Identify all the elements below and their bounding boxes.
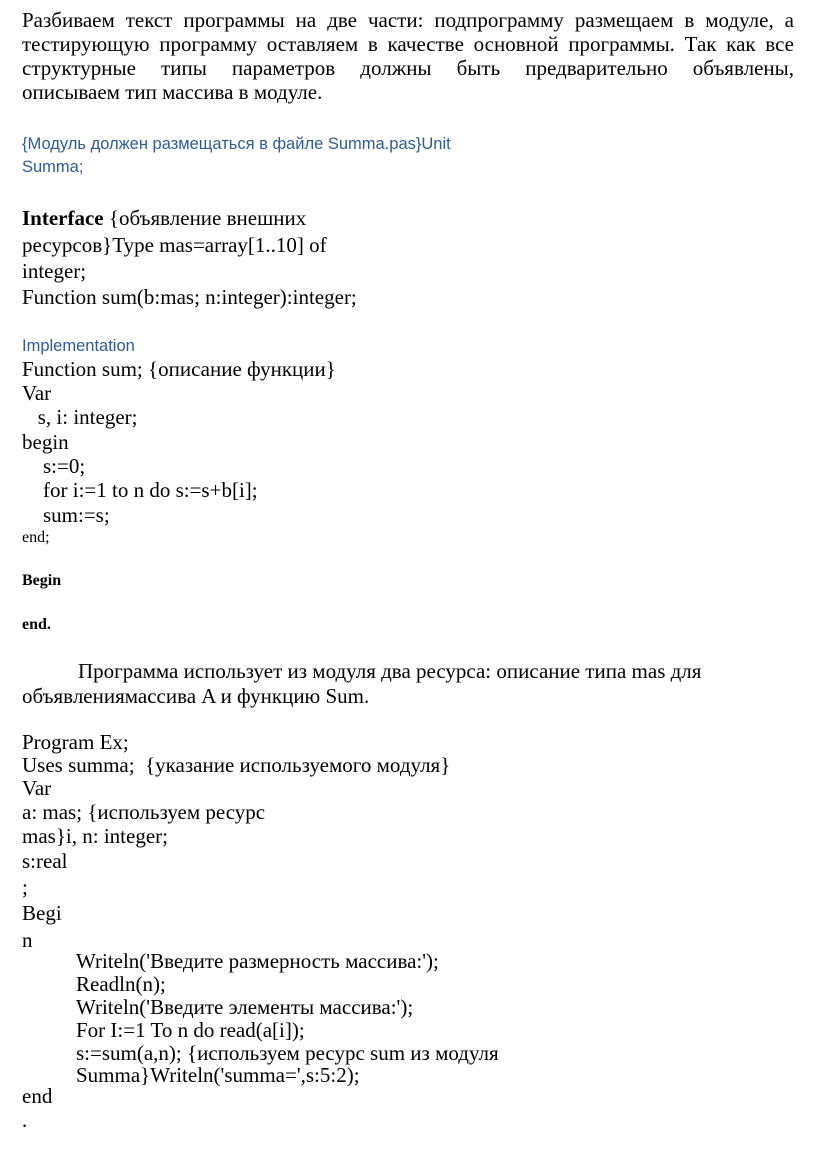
- intro-line: описываем тип массива в модуле.: [22, 80, 323, 104]
- module-comment-line: {Модуль должен размещаться в файле Summa.pas}Unit: [22, 135, 451, 153]
- program-line: a: mas; {используем ресурс: [22, 800, 266, 824]
- module-begin: Begin: [22, 572, 62, 589]
- program-line: For I:=1 To n do read(a[i]);: [76, 1018, 305, 1042]
- program-line: Writeln('Введите элементы массива:');: [76, 995, 414, 1019]
- middle-paragraph-line: объявлениямассива A и функцию Sum.: [22, 684, 370, 708]
- implementation-line: Function sum; {описание функции}: [22, 357, 336, 381]
- program-line: Readln(n);: [76, 972, 166, 996]
- interface-line: ресурсов}Type mas=array[1..10] of: [22, 233, 327, 257]
- program-line: Var: [22, 776, 52, 800]
- implementation-line: sum:=s;: [22, 503, 110, 527]
- intro-line: структурные типы параметров должны быть предварительно объявлены,: [22, 56, 794, 80]
- program-line: mas}i, n: integer;: [22, 824, 168, 848]
- interface-comment: {объявление внешних: [103, 206, 307, 230]
- implementation-line: for i:=1 to n do s:=s+b[i];: [22, 478, 258, 502]
- program-line: .: [22, 1108, 28, 1132]
- program-line: ;: [22, 875, 28, 899]
- program-line: Program Ex;: [22, 730, 129, 754]
- implementation-line: s, i: integer;: [22, 405, 138, 429]
- implementation-line: Var: [22, 381, 52, 405]
- interface-keyword: Interface: [22, 206, 104, 230]
- module-end: end.: [22, 616, 51, 633]
- program-line: end: [22, 1084, 53, 1108]
- middle-paragraph-line: Программа использует из модуля два ресурса: описание типа mas для: [78, 659, 702, 683]
- intro-line: Разбиваем текст программы на две части: подпрограмму размещаем в модуле, а: [22, 8, 794, 32]
- module-comment-line: Summa;: [22, 158, 84, 176]
- intro-line: тестирующую программу оставляем в качестве основной программы. Так как все: [22, 32, 794, 56]
- interface-line: integer;: [22, 259, 87, 283]
- implementation-keyword: Implementation: [22, 337, 135, 355]
- interface-line: Function sum(b:mas; n:integer):integer;: [22, 285, 357, 309]
- implementation-line: end;: [22, 529, 50, 546]
- intro-paragraph: [22, 8, 794, 104]
- implementation-line: begin: [22, 430, 69, 454]
- implementation-line: s:=0;: [22, 454, 86, 478]
- program-line: Uses summa; {указание используемого модуля}: [22, 753, 451, 777]
- program-line: Begi: [22, 901, 62, 925]
- program-line: s:real: [22, 849, 68, 873]
- program-line: s:=sum(a,n); {используем ресурс sum из модуля: [76, 1041, 499, 1065]
- program-line: Writeln('Введите размерность массива:');: [76, 949, 439, 973]
- program-line: Summa}Writeln('summa=',s:5:2);: [76, 1063, 360, 1087]
- interface-line: [22, 206, 306, 231]
- program-line: n: [22, 928, 33, 952]
